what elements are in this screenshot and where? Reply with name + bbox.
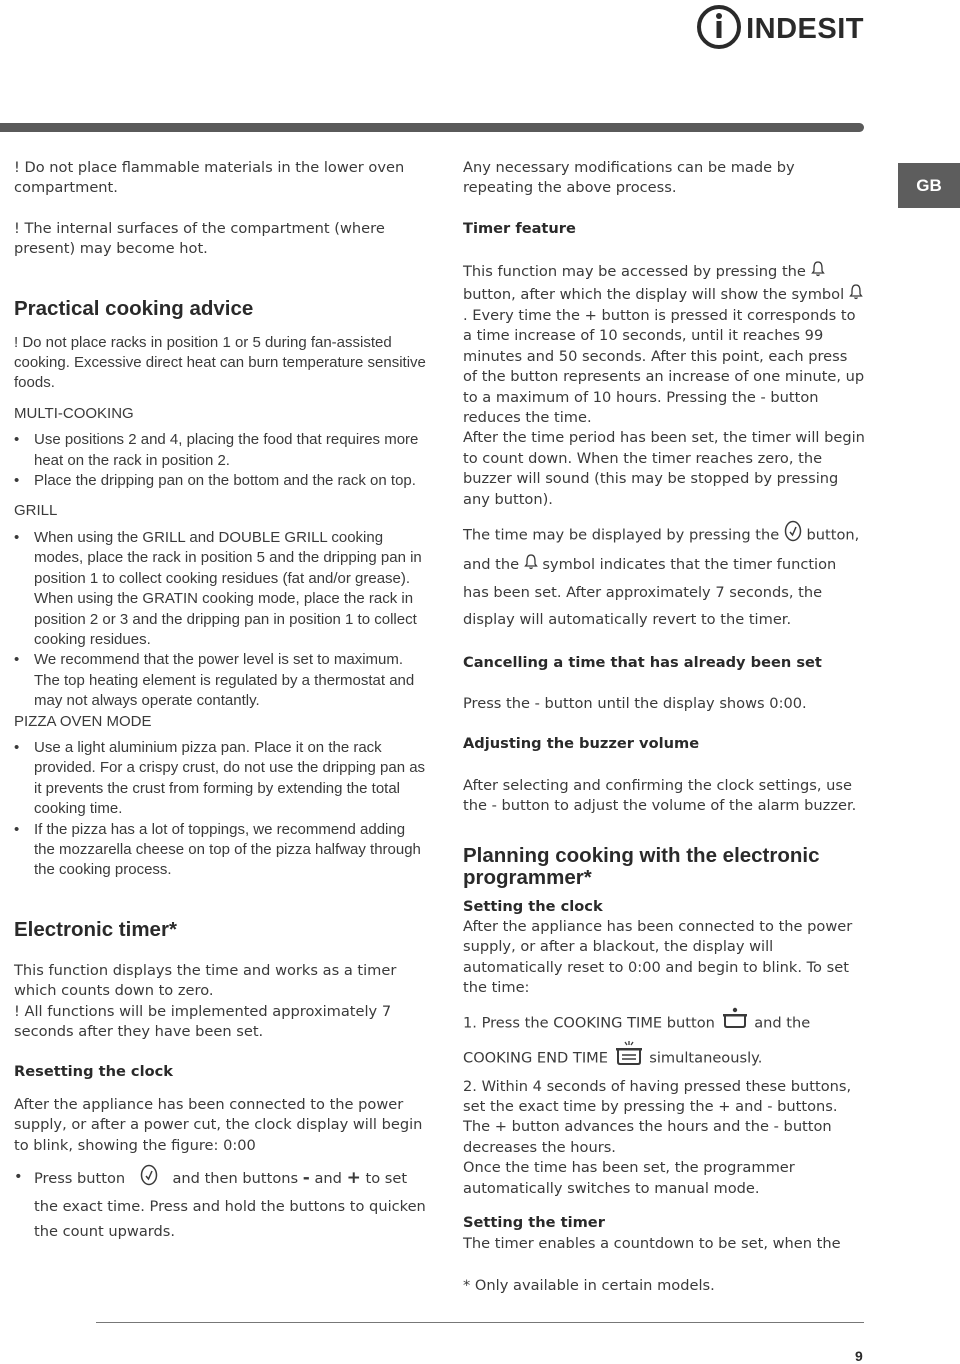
plus-sign: + (346, 1168, 361, 1189)
clock-icon (784, 520, 802, 551)
step-3: Once the time has been set, the programmer automatically switches to manual mode. (463, 1159, 795, 1197)
bell-icon (524, 552, 538, 579)
language-tab: GB (898, 163, 960, 208)
resetting-clock-title: Resetting the clock (14, 1063, 173, 1081)
timer-note: ! All functions will be implemented approximately 7 seconds after they have been set. (14, 1002, 392, 1040)
warning-flammable: ! Do not place flammable materials in the lower oven compartment. (14, 159, 405, 197)
timer-countdown-text: After the time period has been set, the timer will begin to count down. When the timer reaches zero, the buzzer will sound (this may be stopped by pressing any button). (463, 429, 865, 508)
list-item: • Press button and then buttons - and + to set the exact time. Press and hold the buttons to quicken the count upwards. (14, 1164, 426, 1244)
cancel-time-title: Cancelling a time that has already been set (463, 653, 822, 671)
bell-icon (849, 284, 863, 306)
grill-title: GRILL (14, 502, 58, 520)
setting-timer-title: Setting the timer (463, 1214, 605, 1232)
indesit-logo-icon (696, 4, 742, 54)
display-time-text: The time may be displayed by pressing the button, and the symbol indicates that the timer function has been set. After approximately 7 seconds, the display will automatically revert to the timer. (463, 520, 865, 633)
brand-name: INDESIT (746, 12, 864, 45)
practical-advice-title: Practical cooking advice (14, 296, 254, 320)
pizza-title: PIZZA OVEN MODE (14, 712, 152, 730)
header-rule (0, 123, 864, 132)
brand-logo (696, 4, 864, 54)
resetting-clock-text: After the appliance has been connected to the power supply, or after a power cut, the clock display will begin to blink, showing the figure: 0:00 (14, 1095, 423, 1154)
practical-intro: ! Do not place racks in position 1 or 5 during fan-assisted cooking. Excessive direct heat can burn temperature sensitive foods. (14, 333, 426, 392)
left-column (14, 158, 426, 1244)
list-item: • When using the GRILL and DOUBLE GRILL cooking modes, place the rack in position 5 and the dripping pan in position 1 to collect cooking residues (fat and/or grease). When using the GRATIN cooking mode, place the rack in position 2 or 3 and the dripping pan in position 1 to collect cooking residues. (14, 528, 426, 650)
reset-steps-list (14, 1164, 426, 1244)
list-item: • If the pizza has a lot of toppings, we recommend adding the mozzarella cheese on top of the pizza halfway through the cooking process. (14, 820, 426, 881)
multi-cooking-list (14, 430, 426, 491)
setting-clock-text: After the appliance has been connected to the power supply, or after a blackout, the display will automatically reset to 0:00 and begin to blink. To set the time: (463, 918, 853, 997)
modifications-text: Any necessary modifications can be made by repeating the above process. (463, 159, 795, 197)
cooking-end-time-icon (613, 1040, 645, 1077)
list-item: • Place the dripping pan on the bottom and the rack on top. (14, 471, 426, 491)
buzzer-volume-text: After selecting and confirming the clock settings, use the - button to adjust the volume of the alarm buzzer. (463, 776, 857, 815)
setting-timer-text: The timer enables a countdown to be set, when the (463, 1234, 841, 1252)
step-2: 2. Within 4 seconds of having pressed these buttons, set the exact time by pressing the + and - buttons. The + button advances the hours and the - button decreases the hours. (463, 1077, 852, 1156)
setting-clock-title: Setting the clock (463, 897, 603, 915)
timer-feature-title: Timer feature (463, 219, 576, 237)
right-column (463, 158, 865, 1296)
page-number: 9 (855, 1348, 863, 1364)
clock-icon (140, 1164, 158, 1194)
bell-icon (811, 261, 825, 283)
step-1: 1. Press the COOKING TIME button and the COOKING END TIME simultaneously. (463, 1007, 865, 1077)
warning-hot-surfaces: ! The internal surfaces of the compartment (where present) may become hot. (14, 219, 385, 258)
footer-rule (96, 1322, 864, 1323)
buzzer-volume-title: Adjusting the buzzer volume (463, 735, 700, 753)
list-item: • Use a light aluminium pizza pan. Place it on the rack provided. For a crispy crust, do not use the dripping pan as it prevents the crust from forming by extending the total cooking time. (14, 738, 426, 820)
pizza-list (14, 738, 426, 881)
multi-cooking-title: MULTI-COOKING (14, 404, 134, 422)
cooking-time-icon (720, 1007, 750, 1040)
list-item: • We recommend that the power level is set to maximum. The top heating element is regulated by a thermostat and may not always operate contantly. (14, 650, 426, 711)
planning-cooking-title: Planning cooking with the electronic programmer* (463, 843, 820, 889)
electronic-timer-title: Electronic timer* (14, 917, 177, 941)
timer-feature-text: This function may be accessed by pressing the button, after which the display will show the symbol . Every time the + button is pressed it corresponds to a time increase of 10 seconds, until it reaches 99 minutes and 50 seconds. After this point, each press of the button represents an increase of one minute, up to a maximum of 10 hours. Pressing the - button reduces the time. (463, 261, 865, 428)
cancel-time-text: Press the - button until the display shows 0:00. (463, 695, 807, 712)
grill-list (14, 528, 426, 712)
footnote: * Only available in certain models. (463, 1276, 715, 1294)
minus-sign: - (302, 1168, 310, 1189)
list-item: • Use positions 2 and 4, placing the food that requires more heat on the rack in position 2. (14, 430, 426, 471)
timer-intro: This function displays the time and works as a timer which counts down to zero. (14, 961, 397, 1000)
